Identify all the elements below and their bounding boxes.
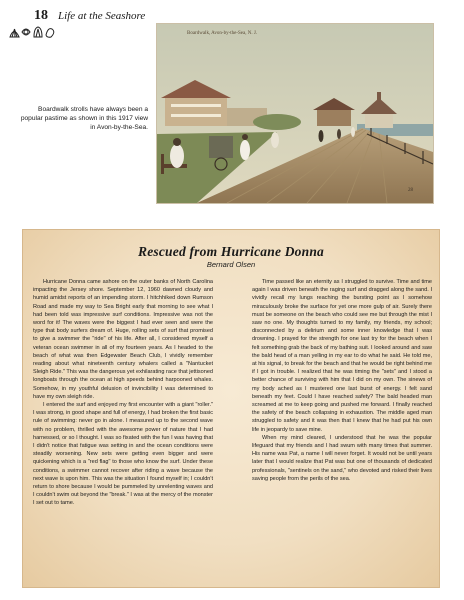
paragraph: I entered the surf and enjoyed my first encounter with a giant "roller." I was strong, in good shape and full of energy, I had broken the first basic rule of swimming: never go in alone. I measured up to the second wave with no problem, thrilled with the awesome power of nature that I had harnessed, or so I thought. I was so fixated with the fun I was having that I didn't notice that fatigue was setting in and the ocean conditions were steadily worsening. New sets were getting even bigger and were quickening which is a "red flag" to those who know the surf. Under these conditions, a swimmer cannot recover after riding a wave because the next wave is upon him. This was the situation I found myself in; I couldn't return to shore because I would be pummeled by unrelenting waves and I couldn't swim out beyond the "break." I was at the mercy of the monster I set out to tame.: [33, 402, 213, 507]
article-column-right: [252, 278, 432, 483]
seashell-icons: [8, 25, 58, 39]
article-panel: [22, 229, 440, 588]
paragraph: Hurricane Donna came ashore on the outer banks of North Carolina impacting the Jersey shore. September 12, 1960 dawned cloudy and humid amidst reports of an impending storm. I hitchhiked down Rumson Road and made my way to Sea Bright early that morning to see what I had been told was impressive surf conditions. Impressive was not the word for it! The waves were the biggest I had ever seen and were the type that body surfers dream of. Huge, rolling sets of surf that promised to give a swimmer the "ride" of his life. After all, I considered myself a veteran ocean swimmer in all of my fourteen years. As I headed to the beach of what was then Edgewater Beach Club, I vividly remember reading about what nineteenth century whalers called a "Nantucket Sleigh Ride." This was the dangerous yet exhilarating race that jettisoned longboats through the ocean at high speeds behind harpooned whales. Somehow, in my youthful delusion of invincibility I was determined to have my own sleigh ride.: [33, 279, 213, 400]
paragraph: Time passed like an eternity as I struggled to survive. Time and time again I was driven beneath the raging surf and dragged along the sand. I vividly recall my lungs reaching the bursting point as I somehow miraculously broke the surface for yet one more gulp of air. Surely there must be someone on the beach who could see me but through the mist I saw no one. My thoughts turned to my family, my friends, my school; disconnected by a delirium and some inner knowledge that I was drowning. I prayed for the strength for one last try for the beach when I felt something grab the back of my bathing suit. I looked around and saw the bald head of a man yelling in my ear to do what he said. He told me, at his signal, to break for the beach and that he would be right behind me if I got in trouble. I realized that he was timing the "sets" and I stood a better chance of surviving with him that I did on my own. The sinews of my body ached as I mustered one last burst of energy. I felt sand beneath my feet. Could I have reached safety? The bald headed man screamed at me to keep going and pushed me forward. I finally reached the safety of the beach collapsing in exhaustion. The middle aged man struggled to safety and it was then that I knew that he had put his own life in jeopardy to save mine.: [252, 279, 432, 433]
article-title: Rescued from Hurricane Donna: [138, 244, 324, 259]
postcard-number: 28: [408, 188, 413, 193]
page-header: [8, 8, 168, 42]
article-byline: Bernard Olsen: [206, 260, 256, 269]
article-column-left: [33, 278, 213, 508]
paragraph: When my mind cleared, I understood that he was the popular lifeguard that my friends and I had swum with many times that summer. His name was Pat, a name I will never forget. It would not be until years later that I would realize that Pat was but one of thousands of dedicated professionals, "sentinels on the sand," who devoted and risked their lives saving people from the perils of the sea.: [252, 434, 432, 482]
section-title: Life at the Seashore: [58, 10, 146, 22]
boardwalk-photo: [156, 23, 434, 204]
postcard-title: Boardwalk, Avon-by-the-Sea, N. J.: [187, 31, 258, 36]
photo-caption: Boardwalk strolls have always been a popular pastime as shown in this 1917 view in Avon-by-the-Sea.: [20, 106, 148, 131]
page-number: 18: [34, 8, 48, 23]
